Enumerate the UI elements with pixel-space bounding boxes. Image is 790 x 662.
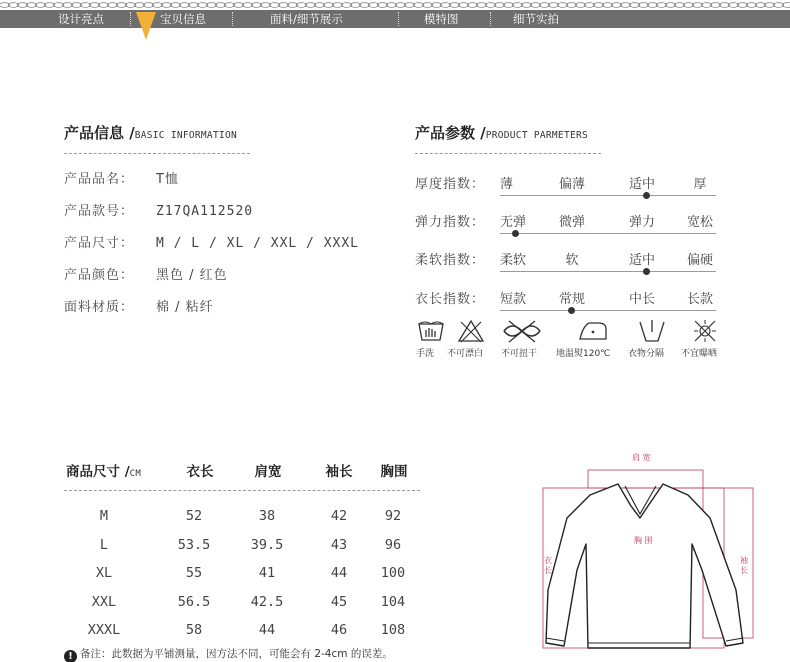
info-key: 产品颜色： — [64, 268, 135, 283]
nav-divider — [232, 12, 233, 26]
note-text: 备注：此数据为平铺测量，因方法不同，可能会有 2-4cm 的误差。 — [80, 648, 393, 660]
sleeve-label: 袖 长 — [740, 556, 748, 575]
param-scale-line — [500, 233, 716, 234]
measure-cell: 58 — [185, 622, 203, 638]
care-label: 不可漂白 — [447, 349, 484, 359]
size-table-header — [66, 460, 141, 480]
size-cell: XXL — [91, 593, 117, 610]
divider — [64, 490, 420, 491]
param-option: 常规 — [558, 292, 585, 307]
measure-cell: 38 — [258, 508, 276, 524]
param-option: 偏薄 — [558, 177, 585, 192]
info-row-name — [64, 168, 179, 187]
info-key: 面料材质： — [64, 300, 135, 315]
measure-cell: 44 — [330, 565, 348, 581]
param-label: 厚度指数： — [415, 177, 486, 192]
param-option: 宽松 — [686, 215, 713, 230]
info-value: M / L / XL / XXL / XXXL — [156, 236, 360, 251]
measure-cell: 42 — [330, 508, 348, 524]
no-sun-icon — [690, 318, 720, 344]
info-row-sizes — [64, 232, 359, 251]
param-selected-dot — [512, 230, 519, 237]
measure-cell: 52 — [185, 508, 203, 524]
measure-cell: 53.5 — [177, 536, 211, 553]
measure-cell: 46 — [330, 622, 348, 638]
info-key: 产品尺寸： — [64, 236, 135, 251]
chest-label: 胸 围 — [634, 536, 653, 545]
care-label: 地温熨120℃ — [556, 349, 611, 359]
measurement-diagram — [530, 440, 790, 662]
measure-cell: 45 — [330, 593, 348, 610]
nav-tab-product-info[interactable]: 宝贝信息 — [160, 12, 206, 26]
column-header: 袖长 — [325, 464, 353, 480]
param-option: 偏硬 — [686, 253, 713, 268]
param-label: 弹力指数： — [415, 215, 486, 230]
param-label: 衣长指数： — [415, 292, 486, 307]
no-wring-icon — [500, 318, 544, 344]
nav-bar — [0, 10, 790, 28]
length-label: 衣 长 — [544, 556, 552, 575]
param-scale-line — [500, 310, 716, 311]
nav-divider — [490, 12, 491, 26]
size-cell: M — [99, 508, 109, 524]
info-value: 棉 / 粘纤 — [156, 300, 214, 315]
size-cell: XL — [95, 565, 113, 581]
measure-cell: 42.5 — [250, 593, 284, 610]
param-option: 弹力 — [628, 215, 655, 230]
params-title: 产品参数 / — [415, 124, 486, 142]
divider — [415, 153, 601, 154]
basic-info-title: 产品信息 / — [64, 124, 135, 142]
info-value: 黑色 / 红色 — [156, 268, 228, 283]
basic-info-heading — [64, 122, 237, 143]
measure-cell: 100 — [380, 565, 406, 581]
nav-divider — [130, 12, 131, 26]
param-option: 薄 — [500, 177, 514, 192]
nav-tab-design-highlights[interactable]: 设计亮点 — [58, 12, 104, 26]
nav-tab-fabric-details[interactable]: 面料/细节展示 — [270, 12, 343, 26]
nav-divider — [398, 12, 399, 26]
measure-cell: 104 — [380, 593, 406, 610]
param-scale-line — [500, 271, 716, 272]
info-key: 产品品名： — [64, 172, 135, 187]
param-option: 适中 — [628, 253, 655, 268]
size-header-unit: CM — [129, 469, 142, 479]
param-option: 微弹 — [558, 215, 585, 230]
decorative-chain-border — [0, 0, 790, 10]
info-value: T恤 — [156, 172, 179, 187]
measure-cell: 92 — [384, 508, 402, 524]
param-option: 适中 — [628, 177, 655, 192]
no-bleach-icon — [456, 318, 486, 344]
param-option: 中长 — [628, 292, 655, 307]
param-option: 短款 — [500, 292, 527, 307]
care-label: 手洗 — [416, 349, 435, 359]
param-selected-dot — [643, 192, 650, 199]
measure-cell: 43 — [330, 536, 348, 553]
measure-cell: 108 — [380, 622, 406, 638]
size-header-label: 商品尺寸 / — [66, 464, 130, 480]
param-option: 软 — [565, 253, 579, 268]
measure-cell: 56.5 — [177, 593, 211, 610]
info-key: 产品款号： — [64, 204, 135, 219]
hand-wash-icon — [416, 318, 446, 344]
column-header: 胸围 — [380, 464, 408, 480]
measurement-note — [64, 646, 393, 662]
care-label: 不宜曝晒 — [681, 349, 718, 359]
measure-cell: 41 — [258, 565, 276, 581]
column-header: 衣长 — [186, 464, 214, 480]
param-option: 长款 — [686, 292, 713, 307]
param-scale-line — [500, 195, 716, 196]
nav-tab-model-photos[interactable]: 模特图 — [424, 12, 459, 26]
shirt-outline — [530, 440, 790, 662]
care-label: 不可扭干 — [501, 349, 538, 359]
info-row-material — [64, 296, 214, 315]
param-selected-dot — [568, 307, 575, 314]
size-cell: XXXL — [87, 622, 121, 638]
low-iron-icon — [576, 318, 610, 344]
info-value: Z17QA112520 — [156, 204, 254, 219]
nav-active-marker — [136, 12, 156, 40]
param-option: 无弹 — [500, 215, 527, 230]
measure-cell: 55 — [185, 565, 203, 581]
measure-cell: 96 — [384, 536, 402, 553]
param-selected-dot — [643, 268, 650, 275]
shoulder-label: 肩 宽 — [632, 453, 651, 462]
column-header: 肩宽 — [254, 464, 282, 480]
divider — [64, 153, 250, 154]
param-label: 柔软指数： — [415, 253, 486, 268]
measure-cell: 39.5 — [250, 536, 284, 553]
info-row-colors — [64, 264, 228, 283]
params-subtitle: PRODUCT PARMETERS — [485, 130, 589, 141]
separate-wash-icon — [637, 318, 667, 344]
nav-tab-detail-photos[interactable]: 细节实拍 — [513, 12, 559, 26]
size-cell: L — [99, 536, 109, 553]
basic-info-subtitle: BASIC INFORMATION — [134, 130, 238, 141]
param-option: 柔软 — [500, 253, 527, 268]
param-option: 厚 — [693, 177, 707, 192]
warning-icon: ! — [64, 650, 77, 662]
care-label: 衣物分隔 — [628, 349, 665, 359]
params-heading — [415, 122, 588, 143]
info-row-style-number — [64, 200, 253, 219]
measure-cell: 44 — [258, 622, 276, 638]
